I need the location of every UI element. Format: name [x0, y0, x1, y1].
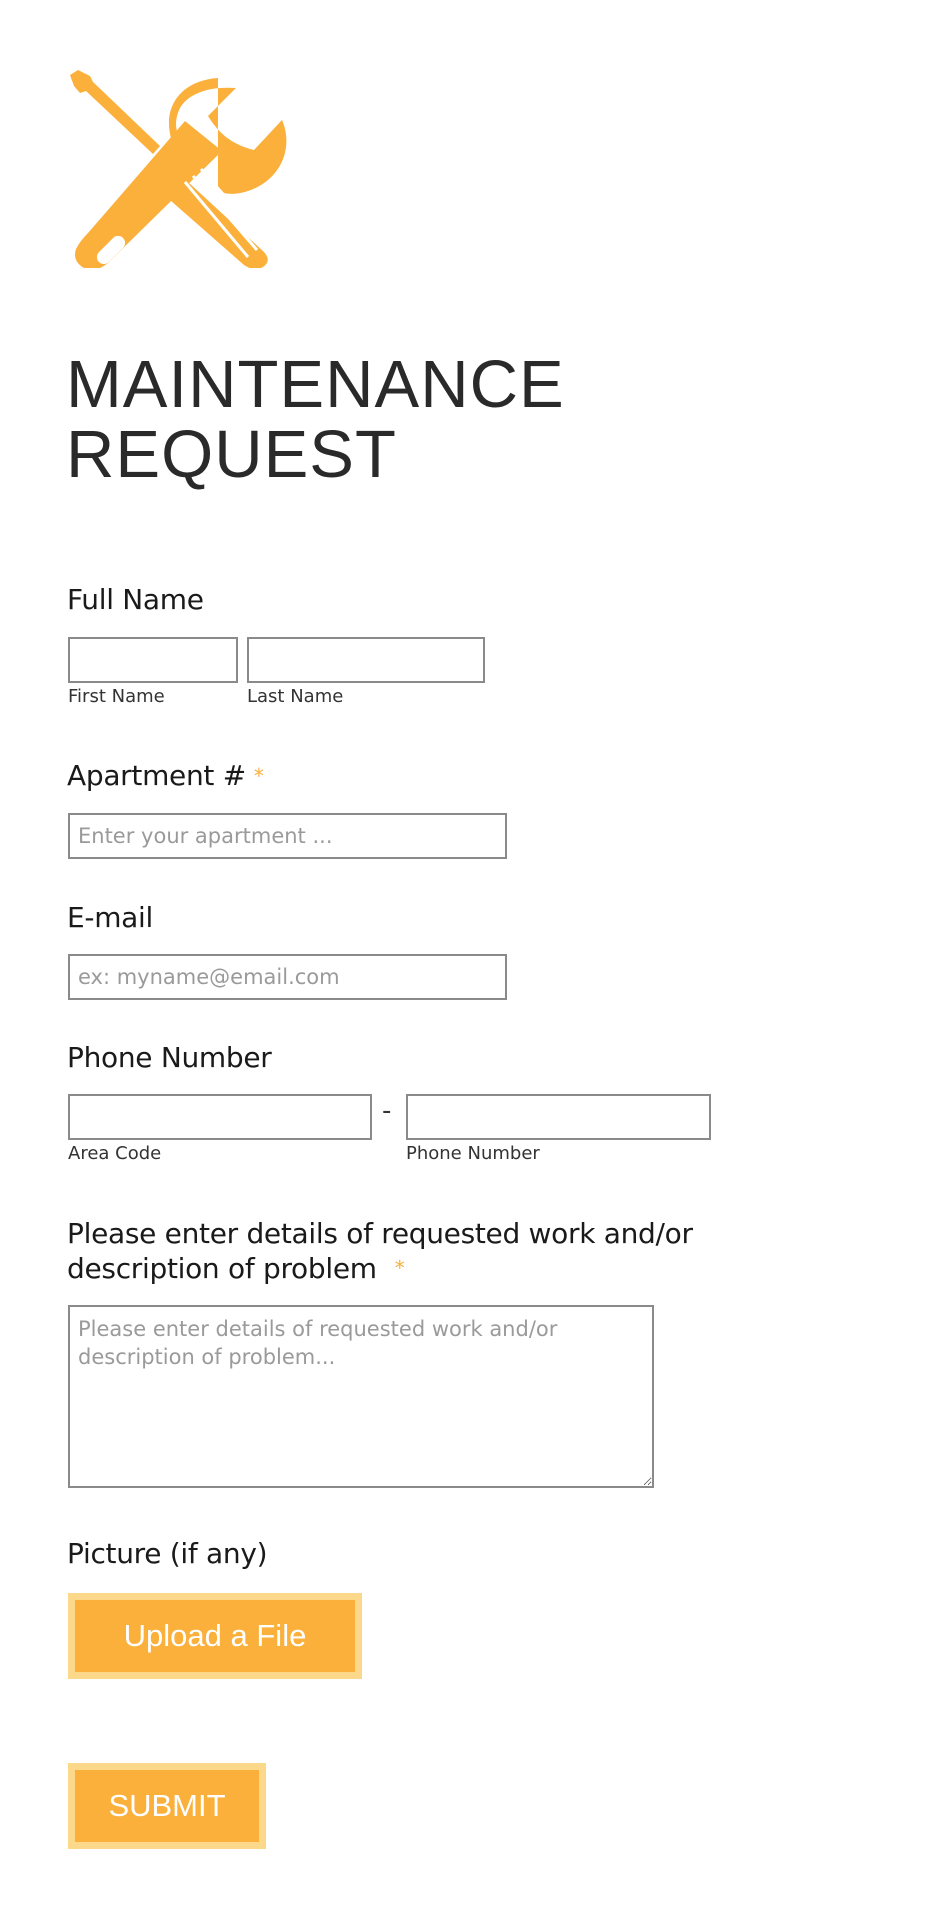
last-name-input[interactable]	[247, 637, 485, 683]
submit-button-frame	[68, 1763, 266, 1849]
first-name-input[interactable]	[68, 637, 238, 683]
area-code-input[interactable]	[68, 1094, 372, 1140]
title-line-2: REQUEST	[66, 417, 397, 492]
area-code-sublabel: Area Code	[68, 1143, 162, 1164]
phone-number-input[interactable]	[406, 1094, 711, 1140]
apartment-label-text: Apartment #	[67, 759, 246, 792]
apartment-label	[67, 758, 264, 794]
picture-label: Picture (if any)	[67, 1537, 268, 1570]
phone-separator: -	[382, 1096, 392, 1126]
email-label: E-mail	[67, 901, 153, 934]
details-label-line-2: description of problem	[67, 1252, 377, 1285]
submit-button[interactable]: SUBMIT	[75, 1770, 259, 1842]
first-name-sublabel: First Name	[68, 686, 165, 707]
phone-number-sublabel: Phone Number	[406, 1143, 540, 1164]
required-asterisk: *	[253, 764, 264, 788]
phone-label: Phone Number	[67, 1041, 272, 1074]
wrench-screwdriver-icon	[68, 58, 293, 268]
page-title	[66, 347, 565, 492]
title-line-1: MAINTENANCE	[66, 347, 565, 422]
upload-file-button[interactable]: Upload a File	[75, 1600, 355, 1672]
required-asterisk: *	[394, 1256, 405, 1280]
last-name-sublabel: Last Name	[247, 686, 344, 707]
upload-button-frame	[68, 1593, 362, 1679]
details-textarea[interactable]	[68, 1305, 654, 1488]
details-label-line-1: Please enter details of requested work and/or	[67, 1217, 693, 1250]
apartment-input[interactable]	[68, 813, 507, 859]
full-name-label: Full Name	[67, 583, 204, 616]
email-input[interactable]	[68, 954, 507, 1000]
details-label	[67, 1216, 693, 1286]
